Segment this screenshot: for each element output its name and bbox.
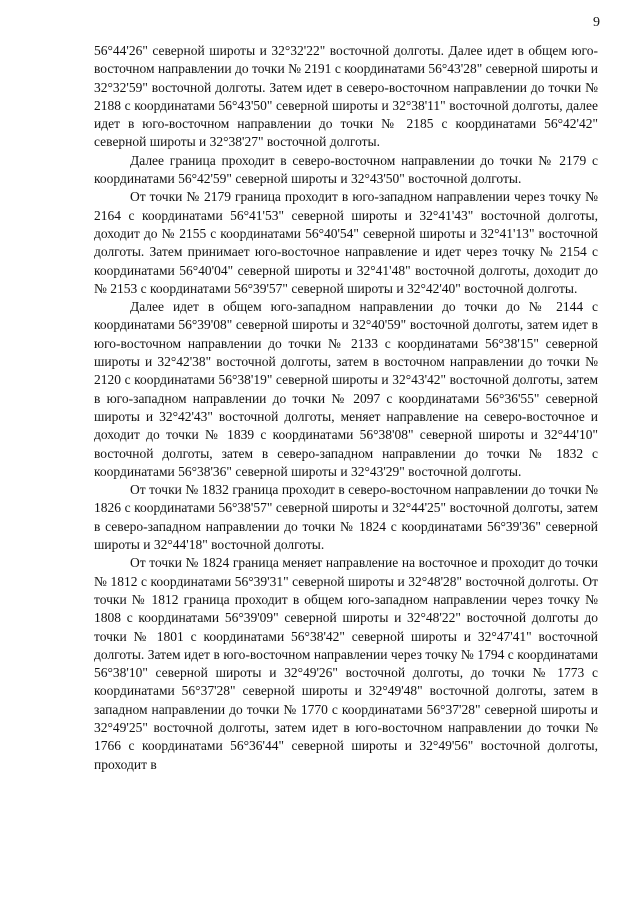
paragraph-continuation: 56°44'26" северной широты и 32°32'22" восточной долготы. Далее идет в общем юго-восточном направлении до точки № 2191 с координатами 56°43'28" северной широты и 32°32'59" восточной долготы. Затем идет в северо-восточном направлении до точки № 2188 с координатами 56°43'50" северной широты и 32°38'11" восточной долготы, далее идет в юго-восточном направлении до точки № 2185 с координатами 56°42'42" северной широты и 32°38'27" восточной долготы.	[94, 43, 598, 150]
paragraph: От точки № 1832 граница проходит в северо-восточном направлении до точки № 1826 с координатами 56°38'57" северной широты и 32°44'25" восточной долготы, затем в северо-западном направлении до точки № 1824 с координатами 56°39'36" северной широты и 32°44'18" восточной долготы.	[94, 482, 598, 553]
paragraph: От точки № 2179 граница проходит в юго-западном направлении через точку № 2164 с координатами 56°41'53" северной широты и 32°41'43" восточной долготы, доходит до № 2155 с координатами 56°40'54" северной широты и 32°41'13" восточной долготы. Затем принимает юго-восточное направление и идет через точку № 2154 с координатами 56°40'04" северной широты и 32°41'48" восточной долготы, доходит до № 2153 с координатами 56°39'57" северной широты и 32°42'40" восточной долготы.	[94, 189, 598, 296]
paragraph: Далее граница проходит в северо-восточном направлении до точки № 2179 с координатами 56°42'59" северной широты и 32°43'50" восточной долготы.	[94, 152, 598, 187]
paragraph: Далее идет в общем юго-западном направлении до точки до № 2144 с координатами 56°39'08" северной широты и 32°40'59" восточной долготы, затем идет в юго-восточном направлении до точки № 2133 с координатами 56°38'15" северной широты и 32°42'38" восточной долготы, затем в восточном направлении до точки № 2120 с координатами 56°38'19" северной широты и 32°43'42" восточной долготы, затем в юго-западном направлении до точки № 2097 с координатами 56°36'55" северной широты и 32°42'43" восточной долготы, меняет направление на северо-восточное и доходит до точки № 1839 с координатами 56°38'08" северной широты и 32°44'10" восточной долготы, затем в северо-западном направлении до точки № 1832 с координатами 56°38'36" северной широты и 32°43'29" восточной долготы.	[94, 299, 598, 479]
paragraph: От точки № 1824 граница меняет направление на восточное и проходит до точки № 1812 с координатами 56°39'31" северной широты и 32°48'28" восточной долготы. От точки № 1812 граница проходит в общем юго-западном направлении через точку № 1808 с координатами 56°39'09" северной широты и 32°48'22" восточной долготы до точки № 1801 с координатами 56°38'42" северной широты и 32°47'41" восточной долготы. Затем идет в юго-восточном направлении через точку № 1794 с координатами 56°38'10" северной широты и 32°49'26" восточной долготы, до точки № 1773 с координатами 56°37'28" северной широты и 32°49'48" восточной долготы, затем в западном направлении до точки № 1770 с координатами 56°37'28" северной широты и 32°49'25" восточной долготы, затем идет в юго-восточном направлении до точки № 1766 с координатами 56°36'44" северной широты и 32°49'56" восточной долготы, проходит в	[94, 555, 598, 772]
document-body	[94, 42, 598, 774]
page-number: 9	[593, 15, 600, 30]
